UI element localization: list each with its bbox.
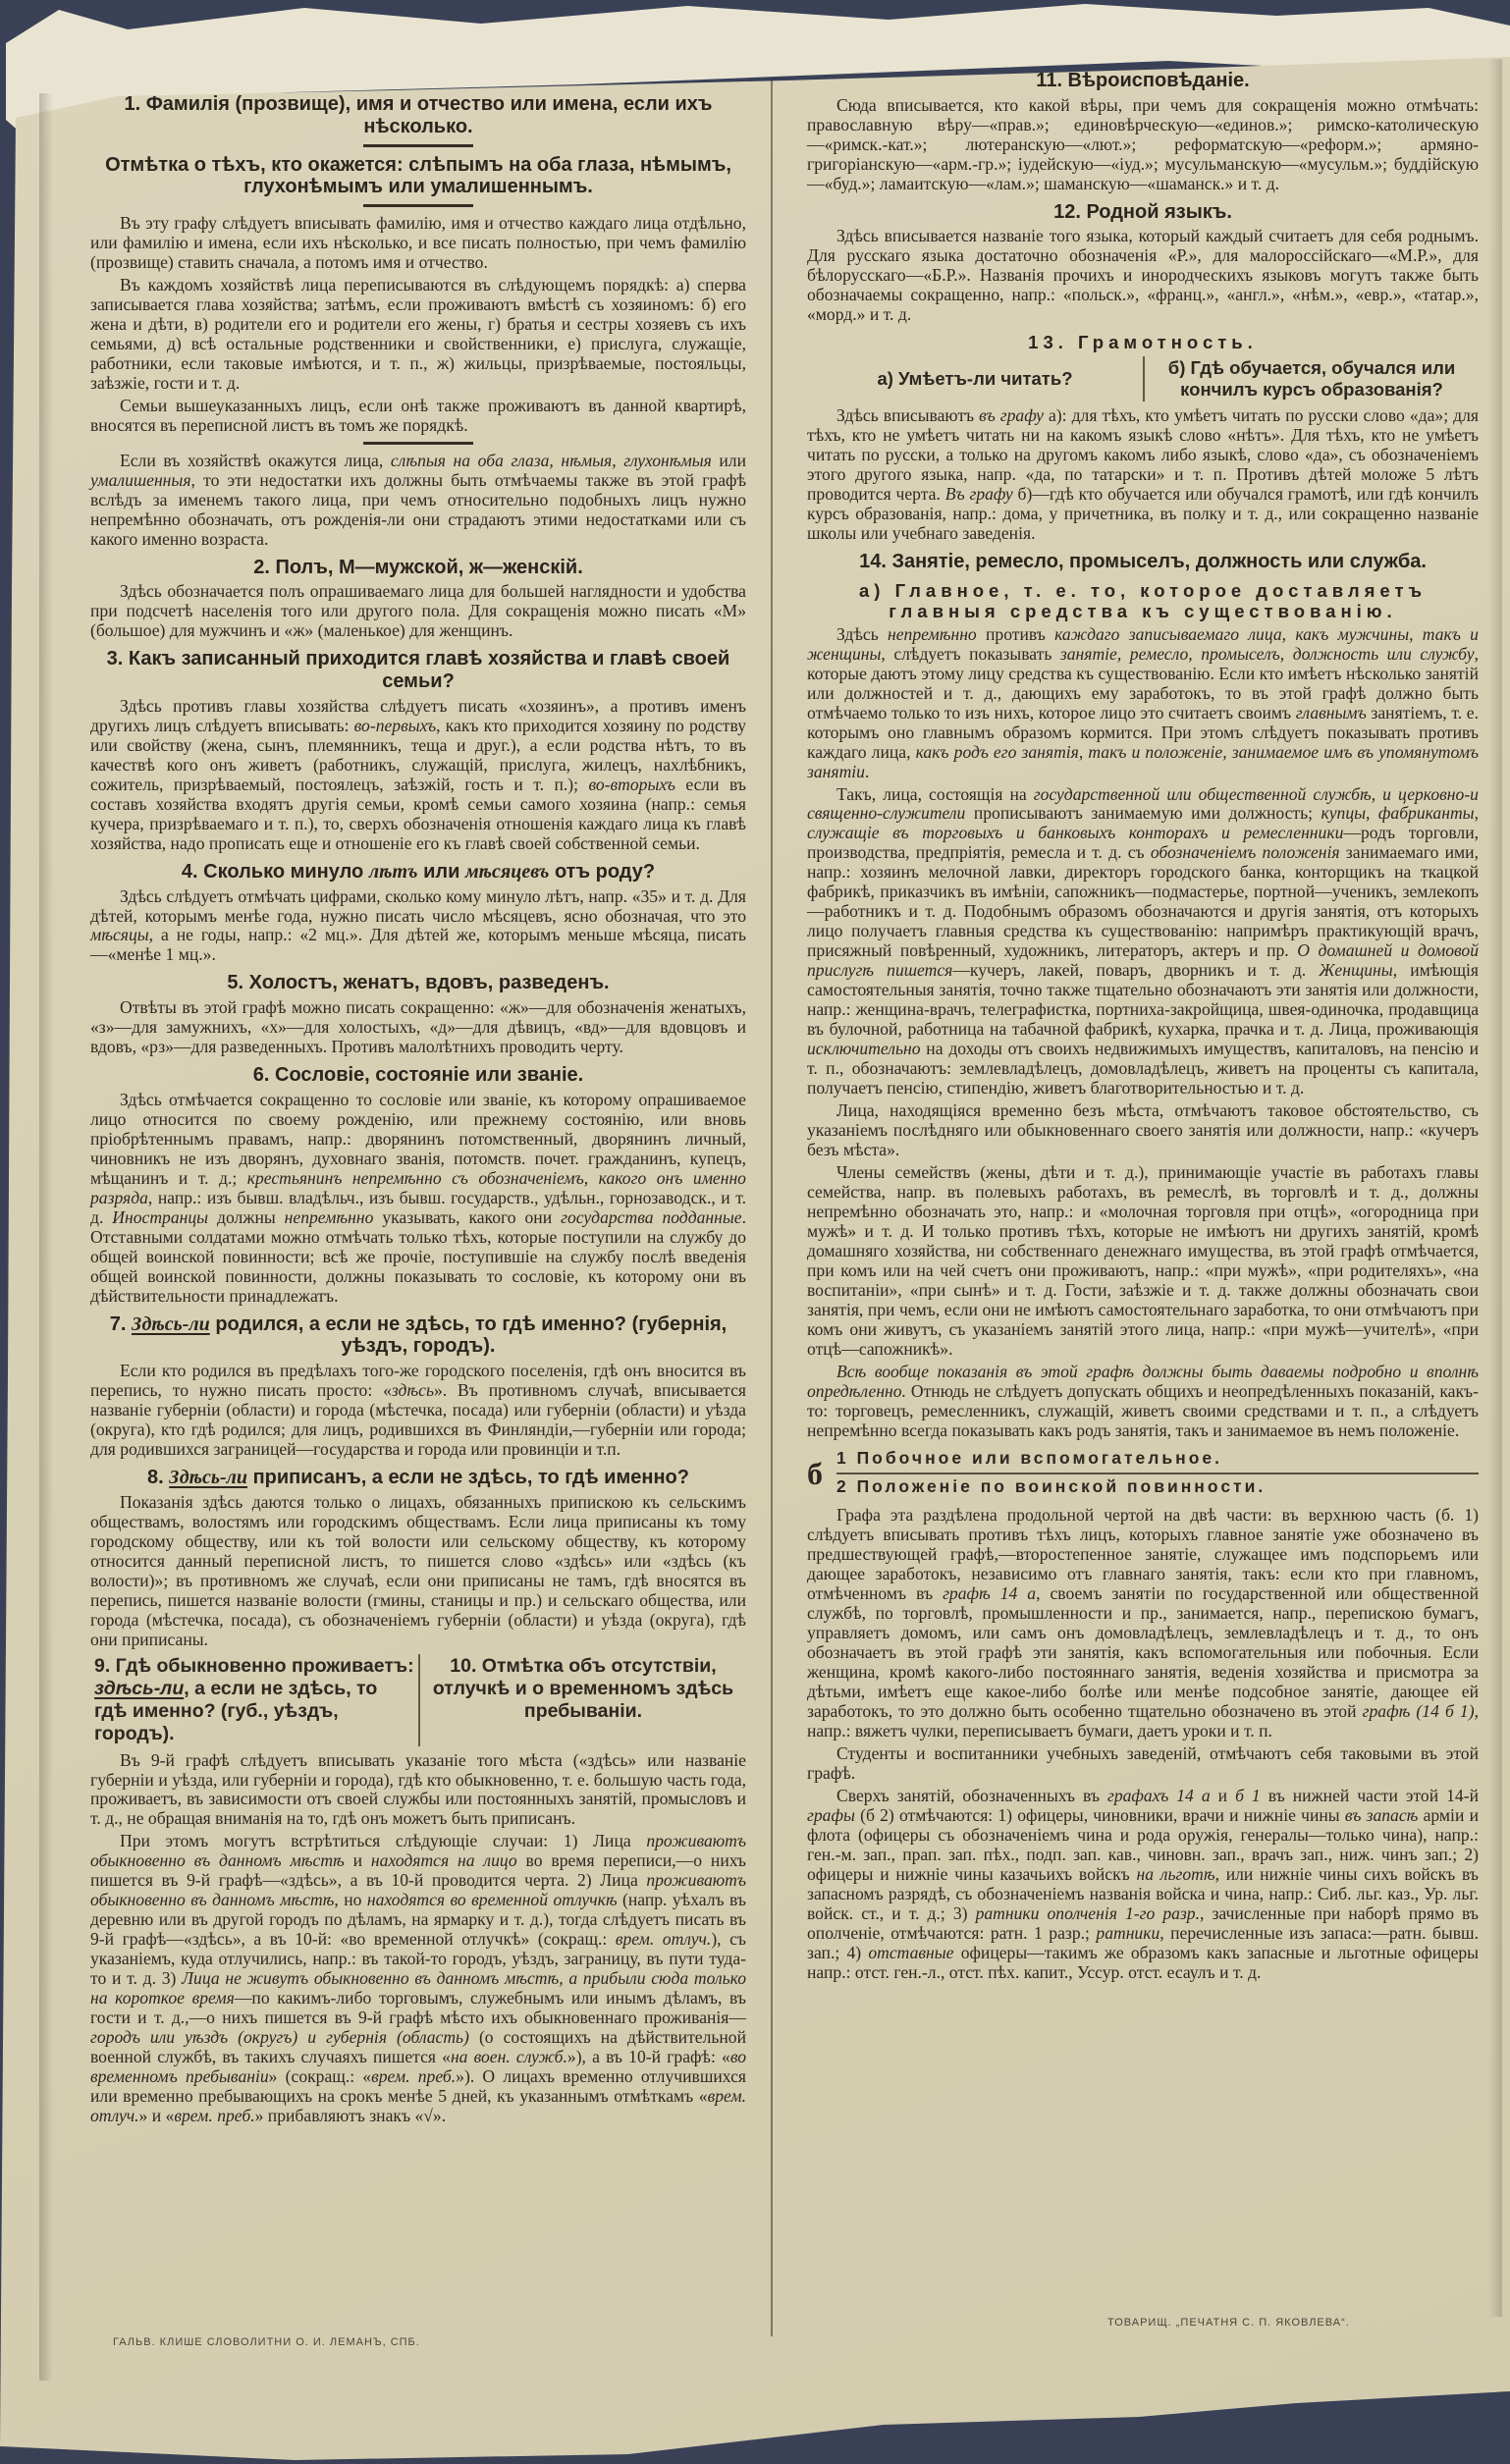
paragraph: Такъ, лица, состоящія на государственной или общественной службѣ, и церковно-и священно-служители прописываютъ занимаемую ими должность; купцы, фабриканты, служащіе въ торговыхъ и банковыхъ конторахъ и ремесленники—родъ торговли, производства, предпріятія, ремесла и т. д. съ обозначеніемъ положенія занимаемаго ими, напр.: хозяинъ мелочной лавки, директоръ городского банка, конторщикъ на ткацкой фабрикѣ, приказчикъ въ имѣніи, сапожникъ—подмастерье, портной—ученикъ, землекопъ—работникъ и т. д. Подобнымъ образомъ обозначаются и другія занятія, отъ которыхъ лицо получаетъ главныя средства къ существованію: напримѣръ практикующій врачъ, присяжный повѣренный, художникъ, литераторъ, актеръ и пр. О домашней и домовой прислугѣ пишется—кучеръ, лакей, поваръ, дворникъ и т. д. Женщины, имѣющія самостоятельныя занятія, точно также тщательно обозначаютъ эти занятія или должности, напр.: женщина-врачъ, телеграфистка, портниха-закройщица, швея-одиночка, продавщица въ булочной, работница на табачной фабрикѣ, кухарка, прачка и т. д. Лица, проживающія исключительно на доходы отъ своихъ недвижимыхъ имуществъ, капиталовъ, на пенсію и т. п., обозначаютъ: землевладѣлецъ, домовладѣлецъ, живетъ на проценты съ капитала, получаетъ пенсію, стипендію, живетъ благотворительностью и т. д. — [807, 783, 1480, 1098]
paragraph: Здѣсь непремѣнно противъ каждаго записываемаго лица, какъ мужчины, такъ и женщины, слѣдуетъ показывать занятіе, ремесло, промыселъ, должность или службу, которые даютъ этому лицу средства къ существованію. Если кто имѣетъ нѣсколько занятій или должностей и т. д., дающихъ ему заработокъ, то въ этой графѣ должно быть отмѣчаемо только то изъ нихъ, которое лицо это считаетъ своимъ главнымъ занятіемъ, т. е. которымъ оно главнымъ образомъ кормится. При этомъ слѣдуетъ показывать противъ каждаго лица, какъ родъ его занятія, такъ и положеніе, занимаемое имъ въ упомянутомъ занятіи. — [807, 623, 1480, 781]
brace-item: 1 Побочное или вспомогательное. — [836, 1446, 1479, 1474]
section-heading: 2. Полъ, М—мужской, ж—женскій. — [253, 556, 583, 578]
section-heading: Отмѣтка о тѣхъ, кто окажется: слѣпымъ на оба глаза, нѣмымъ, глухонѣмымъ или умалишеннымъ. — [105, 153, 731, 198]
paragraph: Отвѣты въ этой графѣ можно писать сокращенно: «ж»—для обозначенія женатыхъ, «з»—для замужнихъ, «х»—для холостыхъ, «д»—для дѣвицъ, «вд»—для вдовцовъ и вдовъ, «рз»—для разведенныхъ. Противъ малолѣтнихъ проводить черту. — [90, 997, 746, 1057]
section-heading: 13. Грамотность. — [1028, 332, 1258, 353]
section-heading: 8. Здѣсь-ли приписанъ, а если не здѣсь, то гдѣ именно? — [147, 1467, 689, 1488]
split-heading-right: 10. Отмѣтка объ отсутствіи, отлучкѣ и о временномъ здѣсь пребываніи. — [418, 1654, 746, 1746]
right-column — [807, 63, 1479, 1986]
section-heading: 1. Фамилія (прозвище), имя и отчество или имена, если ихъ нѣсколько. — [124, 93, 713, 137]
paragraph: Всѣ вообще показанія въ этой графѣ должны быть даваемы подробно и вполнѣ опредѣленно. Отнюдь не слѣдуетъ допускать общихъ и неопредѣленныхъ показаній, какъ-то: торговецъ, ремесленникъ, служащій, живетъ своими средствами и т. п., а слѣдуетъ непремѣнно всегда показывать какъ родъ занятія, такъ и занимаемое въ немъ положеніе. — [807, 1361, 1479, 1440]
left-column — [90, 86, 746, 2129]
divider-rule — [363, 442, 473, 445]
paragraph: Здѣсь обозначается полъ опрашиваемаго лица для большей наглядности и удобства при подсчетѣ населенія того или другого пола. Для сокращенія можно писать «М» (большое) для мужчинъ и «ж» (маленькое) для женщинъ. — [90, 581, 746, 641]
brace-item: 2 Положеніе по воинской повинности. — [836, 1476, 1267, 1497]
printer-imprint-left: ГАЛЬВ. КЛИШЕ СЛОВОЛИТНИ О. И. ЛЕМАНЪ, СПБ. — [113, 2336, 420, 2348]
section-heading: 5. Холостъ, женатъ, вдовъ, разведенъ. — [227, 972, 610, 994]
paragraph: При этомъ могутъ встрѣтиться слѣдующіе случаи: 1) Лица проживаютъ обыкновенно въ данномъ мѣстѣ и находятся на лицо во время переписи,—о нихъ пишется въ 9-й графѣ—«здѣсь», а въ 10-й проводится черта. 2) Лица проживаютъ обыкновенно въ данномъ мѣстѣ, но находятся во временной отлучкѣ (напр. уѣхалъ въ деревню или въ другой городъ по дѣламъ, на ярмарку и т. д.), тогда слѣдуетъ писать въ 9-й графѣ—«здѣсь», а въ 10-й: «во временной отлучкѣ» (сокращ.: врем. отлуч.), съ указаніемъ, куда отлучились, напр.: въ такой-то городъ, уѣздъ, заграницу, въ пути туда-то и т. д. 3) Лица не живутъ обыкновенно въ данномъ мѣстѣ, а прибыли сюда только на короткое время—по какимъ-либо торговымъ, служебнымъ или инымъ дѣламъ, въ гости и т. д.,—о нихъ пишется въ 9-й графѣ мѣсто ихъ обыкновеннаго проживанія—городъ или уѣздъ (округъ) и губернія (область) (о состоящихъ на дѣйствительной военной службѣ, въ такихъ случаяхъ пишется «на воен. служб.»), а въ 10-й графѣ: «во временномъ пребываніи» (сокращ.: «врем. преб.»). О лицахъ временно отлучившихся или временно пребывающихъ на срокъ менѣе 5 дней, къ указаннымъ отмѣткамъ «врем. отлуч.» и «врем. преб.» прибавляютъ знакъ «√». — [90, 1831, 747, 2125]
paragraph: Въ каждомъ хозяйствѣ лица переписываются въ слѣдующемъ порядкѣ: а) сперва записывается глава хозяйства; затѣмъ, если проживаютъ вмѣстѣ съ хозяиномъ: б) его жена и дѣти, в) родители его и родители его жены, г) братья и сестры хозяевъ съ ихъ семьями, д) всѣ остальные родственники и свойственники, е) прислуга, служащіе, работники, если таковые имѣются, и т. п., ж) жильцы, призрѣваемые, постояльцы, заѣзжіе, гости и т. д. — [90, 275, 746, 393]
printer-imprint-right: ТОВАРИЩ. „ПЕЧАТНЯ С. П. ЯКОВЛЕВА“. — [1107, 2317, 1350, 2329]
paragraph: Здѣсь отмѣчается сокращенно то сословіе или званіе, къ которому опрашиваемое лицо относится по своему рожденію, или прежнему состоянію, или вновь пріобрѣтеннымъ правамъ, напр.: дворянинъ потомственный, дворянинъ личный, чиновникъ не изъ дворянъ, духовнаго званія, потомств. почет. гражданинъ, купецъ, мѣщанинъ и т. д.; крестьянинъ непремѣнно съ обозначеніемъ, какого онъ именно разряда, напр.: изъ бывш. владѣльч., изъ бывш. государств., удѣльн., горнозаводск., и т. д. Иностранцы должны непремѣнно указывать, какого они государства подданные. Отставными солдатами можно отмѣчать только тѣхъ, которые поступили на службу до общей воинской повинности; всѣ же прочіе, поступившіе на службу послѣ введенія общей воинской повинности, должны показывать то сословіе, къ которому они въ дѣйствительности принадлежатъ. — [90, 1089, 746, 1306]
divider-rule — [363, 144, 473, 147]
paragraph: Члены семействъ (жены, дѣти и т. д.), принимающіе участіе въ работахъ главы семейства, напр. въ полевыхъ работахъ, въ ремеслѣ, въ торговлѣ и т. д., должны непремѣнно обозначать это, напр.: и «молочная торговля при отцѣ», «огородница при мужѣ» и т. д. И только противъ тѣхъ, которые не имѣютъ ни другихъ занятій, кромѣ домашняго хозяйства, ни собственнаго денежнаго имущества, въ этой графѣ отмѣчается, при комъ или на чей счетъ они проживаютъ, напр.: «при мужѣ», «при родителяхъ», «на воспитаніи», «при сынѣ» и т. д. Гости, заѣзжіе и т. д. также должны обозначать свои занятія, при чемъ, если они не имѣютъ самостоятельнаго заработка, то они отмѣчаютъ при комъ они живутъ, съ указаніемъ занятій этого лица, напр.: «при мужѣ—учителѣ», «при отцѣ—сапожникѣ». — [807, 1161, 1479, 1359]
paragraph: Если кто родился въ предѣлахъ того-же городского поселенія, гдѣ онъ вносится въ перепись, то нужно писать просто: «здѣсь». Въ противномъ случаѣ, вписывается названіе губерніи (области) и города (мѣстечка, посада) или губерніи (области) и уѣзда (округа), кто гдѣ родился; для лицъ, родившихся въ Финляндіи,—губерніи или города; для родившихся заграницей—государства и города или провинціи и т.п. — [90, 1361, 746, 1460]
brace-items — [836, 1446, 1479, 1501]
section-heading: 4. Сколько минуло лѣтъ или мѣсяцевъ отъ роду? — [181, 860, 656, 883]
split-heading — [807, 356, 1479, 402]
left-fold-shadow — [39, 93, 53, 2381]
paragraph: Если въ хозяйствѣ окажутся лица, слѣпыя на оба глаза, нѣмыя, глухонѣмыя или умалишенныя, то эти недостатки ихъ должны быть отмѣчаемы также въ этой графѣ вслѣдъ за именемъ такого лица, при чемъ относительно подобныхъ лицъ нужно непремѣнно обозначать, отъ рожденія-ли они страдаютъ этими недостатками или съ какого именно возраста. — [90, 450, 746, 549]
split-heading-left: 9. Гдѣ обыкновенно проживаетъ: здѣсь-ли, а если не здѣсь, то гдѣ именно? (губ., уѣздъ, городъ). — [94, 1654, 414, 1744]
split-heading-left: а) Умѣетъ-ли читать? — [877, 368, 1073, 390]
paragraph: Въ 9-й графѣ слѣдуетъ вписывать указаніе того мѣста («здѣсь» или названіе губерніи и уѣзда, или губерніи и города), гдѣ кто обыкновенно, т. е. большую часть года, проживаетъ, въ зависимости отъ своей службы или постоянныхъ занятій, промысловъ и т. д., не обращая вниманія на то, гдѣ онъ можетъ быть приписанъ. — [90, 1749, 746, 1829]
right-edge-shadow — [1488, 59, 1502, 2317]
paragraph: Семьи вышеуказанныхъ лицъ, если онѣ также проживаютъ въ данной квартирѣ, вносятся въ переписной листъ въ томъ же порядкѣ. — [90, 395, 746, 435]
brace-label: б — [807, 1456, 823, 1492]
section-heading: 12. Родной языкъ. — [1053, 200, 1232, 223]
column-divider-rule — [771, 79, 773, 2336]
paragraph: Здѣсь противъ главы хозяйства слѣдуетъ писать «хозяинъ», а противъ именъ другихъ лицъ слѣдуетъ вписывать: во-первыхъ, какъ кто приходится хозяину по родству или свойству (жена, сынъ, племянникъ, теща и друг.), а если родства нѣтъ, то въ качествѣ кого онъ живетъ (работникъ, служащій, прислуга, жилецъ, нахлѣбникъ, сожитель, призрѣваемый, постоялецъ, заѣзжій, гость и т. п.); во-вторыхъ если въ составъ хозяйства входятъ другія семьи, кромѣ семьи самого хозяина (напр.: семья кучера, призрѣваемаго и т. п.), то, сверхъ обозначенія отношенія каждаго лица къ главѣ хозяйства, надо прописать еще и отношеніе его къ главѣ своей собственной семьи. — [90, 695, 747, 853]
split-heading-right: б) Гдѣ обучается, обучался или кончилъ курсъ образованія? — [1143, 356, 1479, 402]
paragraph: Здѣсь вписывается названіе того языка, который каждый считаетъ для себя роднымъ. Для русскаго языка достаточно обозначенія «Р.», для малороссійскаго—«М.Р.», для бѣлорусскаго—«Б.Р.». Названія прочихъ и инородческихъ языковъ могутъ также быть обозначаемы сокращенно, напр.: «польск.», «франц.», «англ.», «нѣм.», «евр.», «татар.», «морд.» и т. д. — [807, 226, 1479, 325]
section-heading: а) Главное, т. е. то, которое доставляетъ главныя средства къ существованію. — [859, 579, 1427, 621]
paragraph: Въ эту графу слѣдуетъ вписывать фамилію, имя и отчество каждаго лица отдѣльно, или фамилію и имена, если ихъ нѣсколько, и все писать полностью, при чемъ фамилію (прозвище) ставить сначала, а потомъ имя и отчество. — [90, 213, 746, 273]
paragraph: Графа эта раздѣлена продольной чертой на двѣ части: въ верхнюю часть (б. 1) слѣдуетъ вписывать противъ тѣхъ лицъ, которыхъ главное занятіе уже обозначено въ предшествующей графѣ,—второстепенное занятіе, служащее имъ подспорьемъ или дающее заработокъ, независимо отъ главнаго занятія, такъ: если кто при главномъ, отмѣченномъ въ графѣ 14 а, своемъ занятіи по государственной или общественной службѣ, по торговлѣ, промышленности и пр., занимается, напр., перепискою бумагъ, управляетъ домомъ, или самъ онъ домовладѣлецъ, землевладѣлецъ и т. д., то онъ обозначаетъ въ этой графѣ эти занятія, какъ вспомогательныя или побочныя. Если женщина, кромѣ какого-либо постояннаго занятія, веденія хозяйства и присмотра за дѣтьми, имѣетъ еще какое-либо болѣе или менѣе подсобное занятіе, дающее ей заработокъ, то это должно быть особенно тщательно обозначено въ этой графѣ (14 б 1), напр.: вяжетъ чулки, переписываетъ бумаги, даетъ уроки и т. п. — [807, 1505, 1480, 1741]
section-heading: 11. Вѣроисповѣданіе. — [1036, 70, 1250, 91]
split-heading — [90, 1654, 746, 1746]
paragraph: Сюда вписывается, кто какой вѣры, при чемъ для сокращенія можно отмѣчать: православную вѣру—«прав.»; единовѣрческую—«единов.»; римско-католическую—«римск.-кат.»; лютеранскую—«лют.»; реформатскую—«реформ.»; армяно-григоріанскую—«арм.-гр.»; іудейскую—«іуд.»; мусульманскую—«мусульм.»; буддійскую—«буд.»; ламаитскую—«лам.»; шаманскую—«шаманск.» и т. д. — [807, 94, 1479, 193]
paragraph: Показанія здѣсь даются только о лицахъ, обязанныхъ припискою къ сельскимъ обществамъ, волостямъ или городскимъ обществамъ. Если лица приписаны къ тому городскому обществу, или къ той волости или сельскому обществу, къ которому относится данный переписной листъ, то пишется слово «здѣсь» или «здѣсь (къ волости)»; въ противномъ же случаѣ, если они приписаны не тамъ, гдѣ вносятся въ перепись, пишется названіе волости (гмины, станицы и пр.) и сельскаго общества, или города (мѣстечка, посада), съ обозначеніемъ губерніи (области) и уѣзда (округа), гдѣ они приписаны. — [90, 1491, 746, 1649]
paragraph: Лица, находящіяся временно безъ мѣста, отмѣчаютъ таковое обстоятельство, съ указаніемъ послѣдняго или обыкновеннаго своего занятія или должности, напр.: «кучеръ безъ мѣста». — [807, 1100, 1479, 1159]
section-heading: 14. Занятіе, ремесло, промыселъ, должность или служба. — [859, 550, 1427, 572]
paragraph: Студенты и воспитанники учебныхъ заведеній, отмѣчаютъ себя таковыми въ этой графѣ. — [807, 1743, 1479, 1784]
section-heading: 3. Какъ записанный приходится главѣ хозяйства и главѣ своей семьи? — [106, 648, 730, 693]
section-heading: 6. Сословіе, состояніе или званіе. — [252, 1064, 584, 1087]
paragraph: Сверхъ занятій, обозначенныхъ въ графахъ 14 а и б 1 въ нижней части этой 14-й графы (б 2) отмѣчаются: 1) офицеры, чиновники, врачи и нижніе чины въ запасѣ арміи и флота (офицеры съ обозначеніемъ чина и рода оружія, генералы—только чина), напр.: ген.-м. зап., прап. зап. пѣх., подп. зап. кав., чиновн. зап., врачъ зап., ниж. чинъ зап.; 2) офицеры и нижніе чины казачьихъ войскъ на льготѣ, или нижніе чины сихъ войскъ въ запасномъ разрядѣ, съ обозначеніемъ названія войска и чина, напр.: Сиб. льг. каз., Ур. льг. войск. ст., и т. д.; 3) ратники ополченія 1-го разр., зачисленные при наборѣ прямо въ ополченіе, отмѣчаются: ратн. 1 разр.; ратники, перечисленные изъ запаса:—ратн. бывш. зап.; 4) отставные офицеры—такимъ же образомъ какъ запасные и льготные офицеры напр.: отст. ген.-л., отст. пѣх. капит., Уссур. отст. есаулъ и т. д. — [807, 1786, 1480, 1982]
subsection-brace — [807, 1446, 1479, 1501]
divider-rule — [363, 204, 473, 207]
section-heading: 7. Здѣсь-ли родился, а если не здѣсь, то гдѣ именно? (губернія, уѣздъ, городъ). — [109, 1312, 728, 1358]
paragraph: Здѣсь слѣдуетъ отмѣчать цифрами, сколько кому минуло лѣтъ, напр. «35» и т. д. Для дѣтей, которымъ менѣе года, нужно писать число мѣсяцевъ, ясно обозначая, что это мѣсяцы, а не годы, напр.: «2 мц.». Для дѣтей же, которымъ меньше мѣсяца, писать—«менѣе 1 мц.». — [90, 885, 746, 965]
paragraph: Здѣсь вписываютъ въ графу а): для тѣхъ, кто умѣетъ читать по русски слово «да»; для тѣхъ, кто не умѣетъ читать ни на какомъ языкѣ слово «нѣтъ». Для тѣхъ, кто не умѣетъ читать по русски, а только на другомъ какомъ либо языкѣ, слово «да», съ обозначеніемъ этого другого языка, напр. «да, по татарски» и т. п. Противъ дѣтей моложе 5 лѣтъ проводится черта. Въ графу б)—гдѣ кто обучается или обучался грамотѣ, или гдѣ кончилъ курсъ образованія, напр.: дома, у причетника, въ полку и т. д., или сокращенно названіе школы или учебнаго заведенія. — [807, 405, 1480, 543]
